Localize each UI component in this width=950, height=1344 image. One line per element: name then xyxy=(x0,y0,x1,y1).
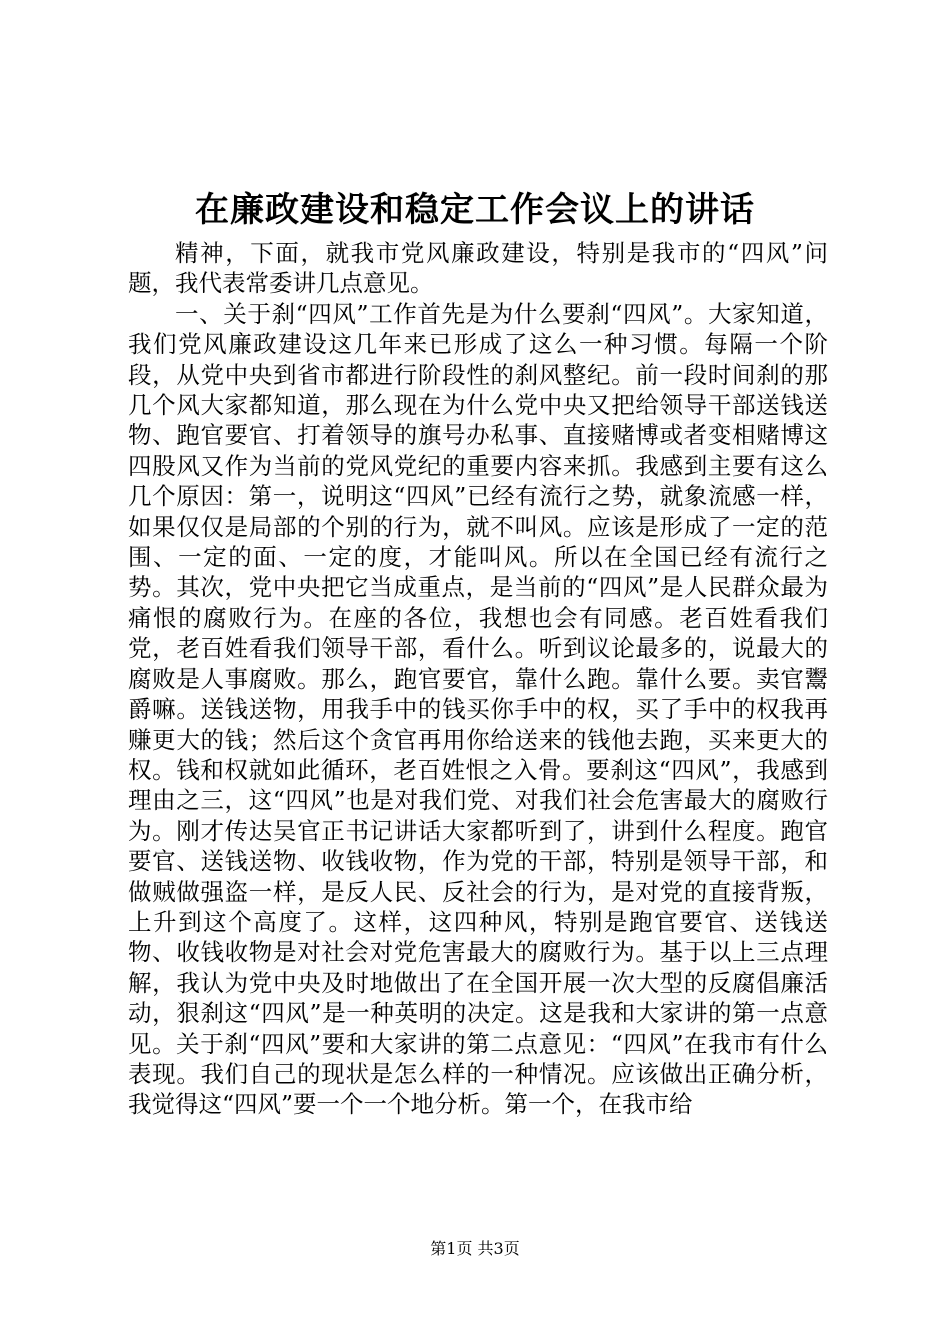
document-body xyxy=(128,238,828,1120)
paragraph-intro: 精神，下面，就我市党风廉政建设，特别是我市的“四风”问题，我代表常委讲几点意见。 xyxy=(128,239,828,298)
paragraph-section-one: 一、关于刹“四风”工作首先是为什么要刹“四风”。大家知道，我们党风廉政建设这几年来已形成了这么一种习惯。每隔一个阶段，从党中央到省市都进行阶段性的刹风整纪。前一段时间刹的那几个风大家都知道，那么现在为什么党中央又把给领导干部送钱送物、跑官要官、打着领导的旗号办私事、直接赌博或者变相赌博这四股风又作为当前的党风党纪的重要内容来抓。我感到主要有这么几个原因：第一，说明这“四风”已经有流行之势，就象流感一样，如果仅仅是局部的个别的行为，就不叫风。应该是形成了一定的范围、一定的面、一定的度，才能叫风。所以在全国已经有流行之势。其次，党中央把它当成重点，是当前的“四风”是人民群众最为痛恨的腐败行为。在座的各位，我想也会有同感。老百姓看我们党，老百姓看我们领导干部，看什么。听到议论最多的，说最大的腐败是人事腐败。那么，跑官要官，靠什么跑。靠什么要。卖官鬻爵嘛。送钱送物，用我手中的钱买你手中的权，买了手中的权我再赚更大的钱；然后这个贪官再用你给送来的钱他去跑，买来更大的权。钱和权就如此循环，老百姓恨之入骨。要刹这“四风”，我感到理由之三，这“四风”也是对我们党、对我们社会危害最大的腐败行为。刚才传达吴官正书记讲话大家都听到了，讲到什么程度。跑官要官、送钱送物、收钱收物，作为党的干部，特别是领导干部，和做贼做强盗一样，是反人民、反社会的行为，是对党的直接背叛，上升到这个高度了。这样，这四种风，特别是跑官要官、送钱送物、收钱收物是对社会对党危害最大的腐败行为。基于以上三点理解，我认为党中央及时地做出了在全国开展一次大型的反腐倡廉活动，狠刹这“四风”是一种英明的决定。这是我和大家讲的第一点意见。关于刹“四风”要和大家讲的第二点意见：“四风”在我市有什么表现。我们自己的现状是怎么样的一种情况。应该做出正确分析，我觉得这“四风”要一个一个地分析。第一个，在我市给 xyxy=(128,299,828,1119)
page-number-footer: 第1页 共3页 xyxy=(430,1239,520,1258)
page-title: 在廉政建设和稳定工作会议上的讲话 xyxy=(195,190,755,230)
